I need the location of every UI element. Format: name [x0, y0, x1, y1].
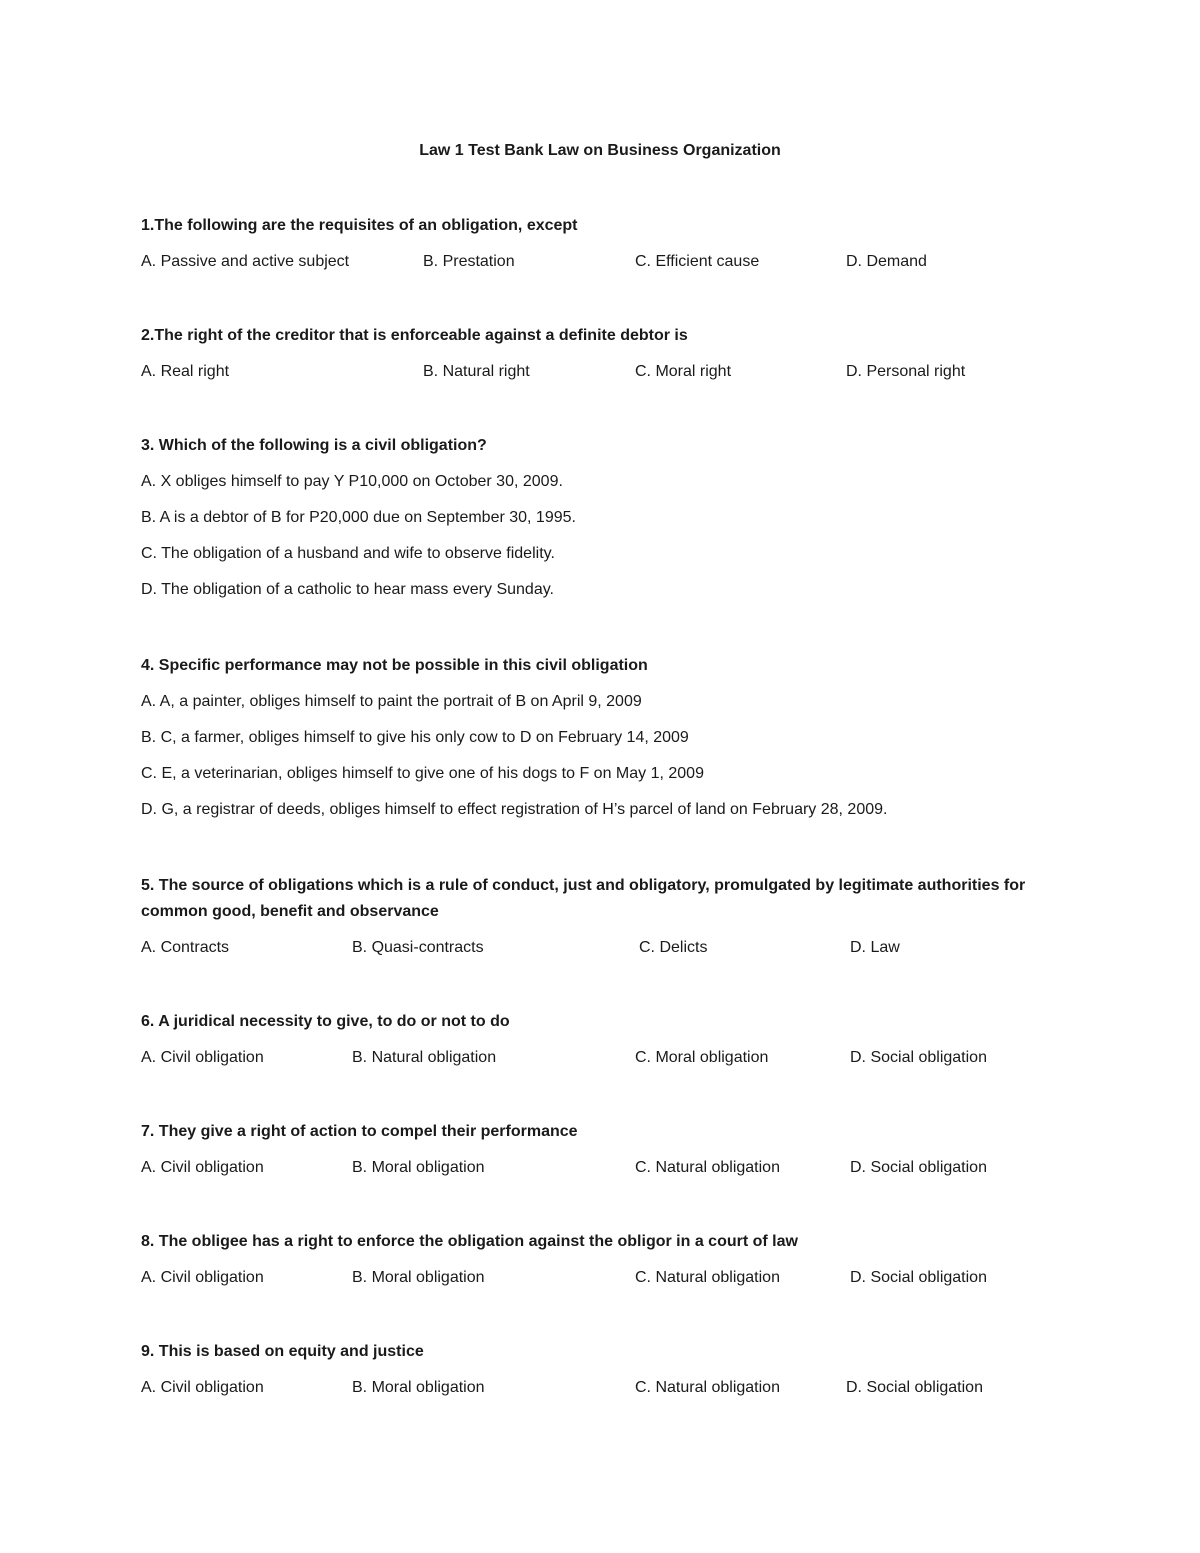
option-a: A. Passive and active subject	[141, 253, 350, 270]
question-stem: 3. Which of the following is a civil obligation?	[141, 437, 487, 454]
option-a: A. X obliges himself to pay Y P10,000 on October 30, 2009.	[141, 473, 563, 490]
option-b: B. Prestation	[423, 253, 515, 270]
options-row	[141, 359, 1081, 385]
option-d: D. Demand	[846, 253, 927, 270]
option-b: B. Moral obligation	[352, 1159, 485, 1176]
question-stem: 7. They give a right of action to compel their performance	[141, 1123, 578, 1140]
option-b: B. Moral obligation	[352, 1269, 485, 1286]
question-5	[141, 873, 1081, 961]
option-d: D. Social obligation	[850, 1049, 987, 1066]
option-c: C. Natural obligation	[635, 1269, 780, 1286]
question-stem: 5. The source of obligations which is a rule of conduct, just and obligatory, promulgated by legitimate authorities for common good, benefit and observance	[141, 877, 1026, 920]
option-c: C. The obligation of a husband and wife to observe fidelity.	[141, 545, 555, 562]
option-c: C. E, a veterinarian, obliges himself to give one of his dogs to F on May 1, 2009	[141, 765, 704, 782]
option-c: C. Natural obligation	[635, 1379, 780, 1396]
option-a: A. Contracts	[141, 939, 230, 956]
question-1	[141, 213, 1081, 275]
question-8	[141, 1229, 1081, 1291]
options-row	[141, 1265, 1081, 1291]
question-3	[141, 433, 1081, 603]
question-7	[141, 1119, 1081, 1181]
option-a: A. Civil obligation	[141, 1379, 264, 1396]
option-d: D. G, a registrar of deeds, obliges himself to effect registration of H’s parcel of land on February 28, 2009.	[141, 801, 888, 818]
question-stem: 1.The following are the requisites of an obligation, except	[141, 217, 578, 234]
option-c: C. Delicts	[639, 939, 708, 956]
option-c: C. Moral right	[635, 363, 732, 380]
option-b: B. Natural obligation	[352, 1049, 497, 1066]
option-c: C. Natural obligation	[635, 1159, 780, 1176]
option-b: B. Moral obligation	[352, 1379, 485, 1396]
option-c: C. Moral obligation	[635, 1049, 769, 1066]
option-c: C. Efficient cause	[635, 253, 760, 270]
options-row	[141, 935, 1081, 961]
question-stem: 6. A juridical necessity to give, to do or not to do	[141, 1013, 510, 1030]
option-b: B. Quasi-contracts	[352, 939, 484, 956]
question-stem: 4. Specific performance may not be possible in this civil obligation	[141, 657, 648, 674]
question-6	[141, 1009, 1081, 1071]
option-b: B. A is a debtor of B for P20,000 due on September 30, 1995.	[141, 509, 576, 526]
question-9	[141, 1339, 1081, 1401]
question-4	[141, 653, 1081, 823]
option-b: B. Natural right	[423, 363, 530, 380]
question-stem: 2.The right of the creditor that is enforceable against a definite debtor is	[141, 327, 688, 344]
options-row	[141, 1045, 1081, 1071]
question-stem: 8. The obligee has a right to enforce the obligation against the obligor in a court of law	[141, 1233, 798, 1250]
option-a: A. Civil obligation	[141, 1269, 264, 1286]
option-d: D. Social obligation	[846, 1379, 983, 1396]
option-d: D. The obligation of a catholic to hear mass every Sunday.	[141, 581, 554, 598]
question-2	[141, 323, 1081, 385]
option-a: A. Civil obligation	[141, 1049, 264, 1066]
options-row	[141, 249, 1081, 275]
question-stem: 9. This is based on equity and justice	[141, 1343, 424, 1360]
options-row	[141, 1375, 1081, 1401]
option-b: B. C, a farmer, obliges himself to give his only cow to D on February 14, 2009	[141, 729, 689, 746]
option-a: A. Real right	[141, 363, 230, 380]
option-d: D. Social obligation	[850, 1269, 987, 1286]
option-d: D. Social obligation	[850, 1159, 987, 1176]
option-d: D. Law	[850, 939, 900, 956]
option-d: D. Personal right	[846, 363, 966, 380]
options-row	[141, 1155, 1081, 1181]
option-a: A. A, a painter, obliges himself to paint the portrait of B on April 9, 2009	[141, 693, 642, 710]
option-a: A. Civil obligation	[141, 1159, 264, 1176]
page-title: Law 1 Test Bank Law on Business Organization	[419, 142, 781, 159]
